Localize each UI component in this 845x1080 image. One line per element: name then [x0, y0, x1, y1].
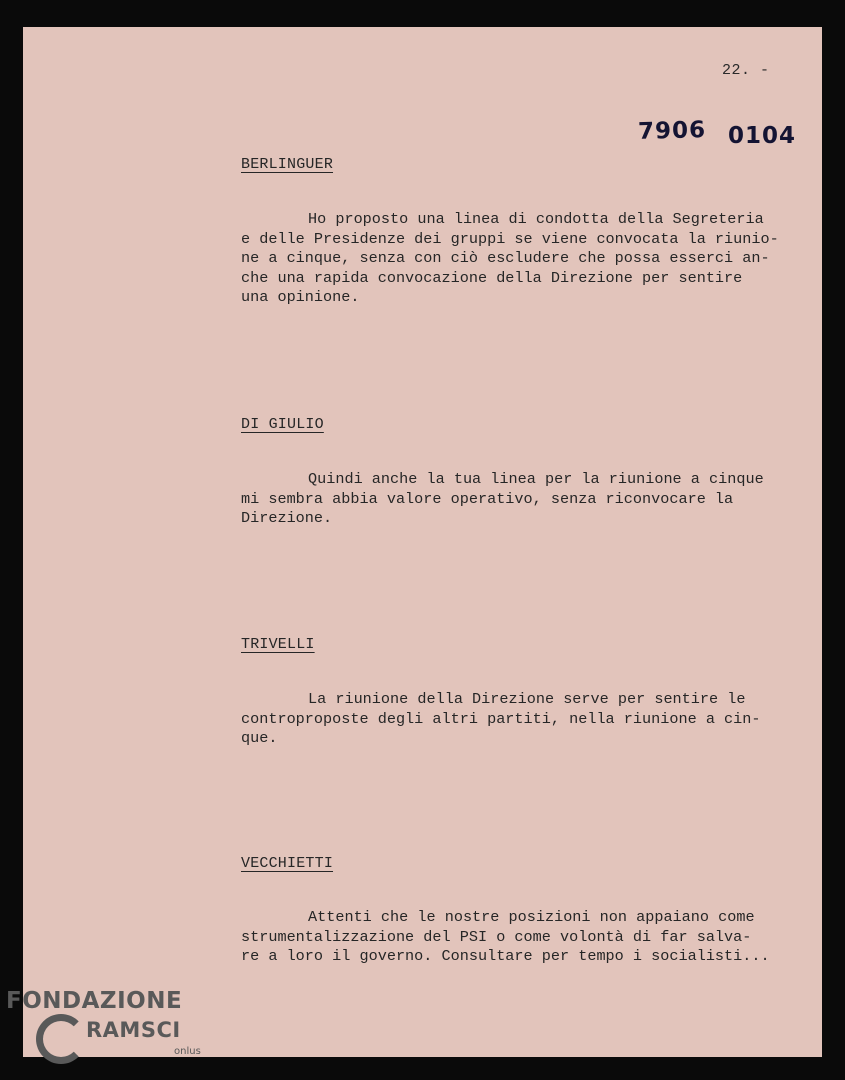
speaker-name: BERLINGUER: [241, 156, 334, 173]
speech-paragraph: La riunione della Direzione serve per sentire le controproposte degli altri partiti, nella riunione a cin- que.: [241, 690, 761, 747]
archive-stamp-number: 0104: [728, 123, 797, 149]
archive-stamp-series: 7906: [637, 117, 707, 145]
page-number: 22. -: [722, 62, 770, 79]
speech-paragraph: Quindi anche la tua linea per la riunione a cinque mi sembra abbia valore operativo, senza riconvocare la Direzione.: [241, 470, 764, 527]
document-page: [23, 27, 822, 1057]
logo-line-1: FONDAZIONE: [6, 988, 183, 1014]
speaker-name: DI GIULIO: [241, 416, 324, 433]
speaker-name: TRIVELLI: [241, 636, 315, 653]
logo-line-3: onlus: [174, 1046, 201, 1057]
g-logo-icon: [36, 1014, 86, 1064]
speech-paragraph: Attenti che le nostre posizioni non appaiano come strumentalizzazione del PSI o come volontà di far salva- re a loro il governo. Consultare per tempo i socialisti...: [241, 908, 770, 965]
logo-line-2: RAMSCI: [86, 1018, 181, 1042]
fondazione-gramsci-logo: [6, 988, 216, 1078]
speech-paragraph: Ho proposto una linea di condotta della Segreteria e delle Presidenze dei gruppi se viene convocata la riunio- ne a cinque, senza con ciò escludere che possa esserci an- che una rapida convocazione della Direzione per sentire una opinione.: [241, 210, 779, 306]
speaker-name: VECCHIETTI: [241, 855, 334, 872]
